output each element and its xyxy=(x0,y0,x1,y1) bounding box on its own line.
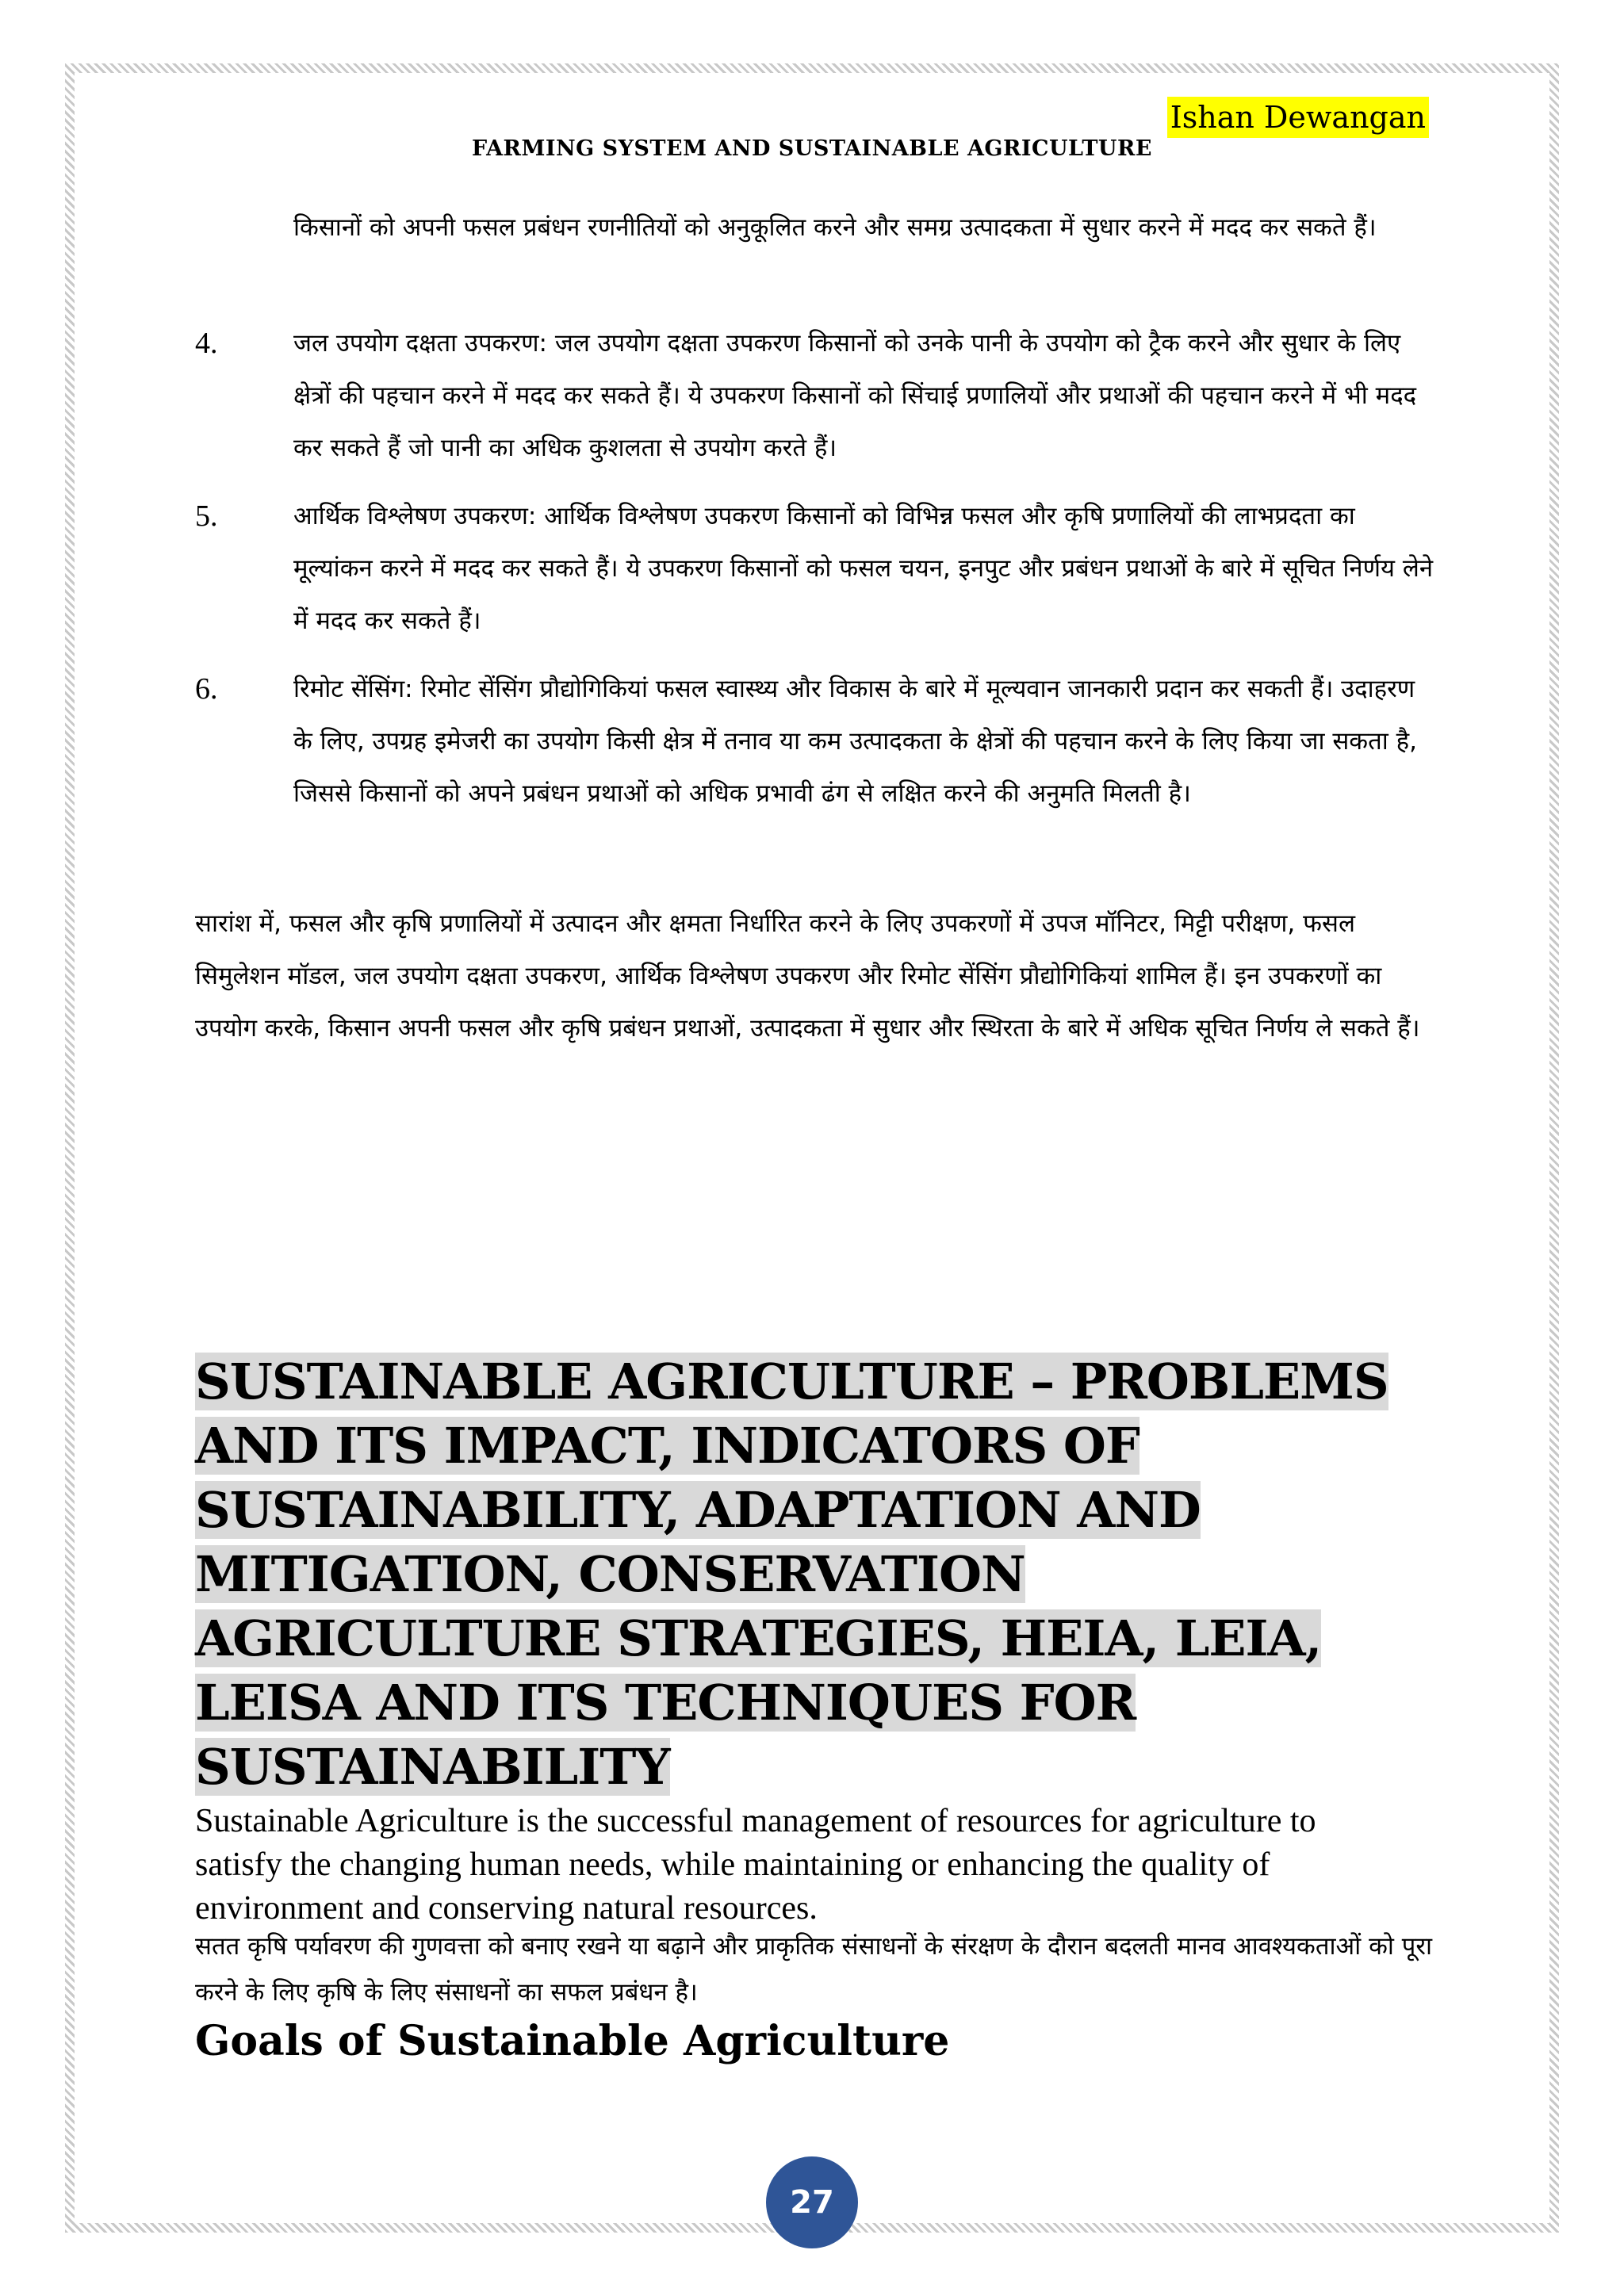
list-item-number: 4. xyxy=(195,327,218,360)
definition-english: Sustainable Agriculture is the successful management of resources for agriculture to satisfy the changing human needs, while maintaining or enhancing the quality of environment and conserving natural resources. xyxy=(195,1803,1316,1927)
list-item-number: 5. xyxy=(195,499,218,533)
list-item-text: जल उपयोग दक्षता उपकरण: जल उपयोग दक्षता उपकरण किसानों को उनके पानी के उपयोग को ट्रैक करने और सुधार के लिए क्षेत्रों की पहचान करने में मदद कर सकते हैं। ये उपकरण किसानों को सिंचाई प्रणालियों और प्रथाओं की पहचान करने में भी मदद कर सकते हैं जो पानी का अधिक कुशलता से उपयोग करते हैं। xyxy=(293,329,1417,462)
list-item-text: रिमोट सेंसिंग: रिमोट सेंसिंग प्रौद्योगिकियां फसल स्वास्थ्य और विकास के बारे में मूल्यवान जानकारी प्रदान कर सकती हैं। उदाहरण के लिए, उपग्रह इमेजरी का उपयोग किसी क्षेत्र में तनाव या कम उत्पादकता के क्षेत्रों की पहचान करने के लिए किया जा सकता है, जिससे किसानों को अपने प्रबंधन प्रथाओं को अधिक प्रभावी ढंग से लक्षित करने की अनुमति मिलती है। xyxy=(293,675,1417,808)
list-item xyxy=(195,663,1437,820)
running-header-title: FARMING SYSTEM AND SUSTAINABLE AGRICULTURE xyxy=(472,136,1152,161)
goals-subheading: Goals of Sustainable Agriculture xyxy=(195,2017,950,2065)
list-item-number: 6. xyxy=(195,672,218,706)
section-heading xyxy=(195,1349,1400,1799)
list-item xyxy=(195,317,1437,474)
continued-paragraph: किसानों को अपनी फसल प्रबंधन रणनीतियों को अनुकूलित करने और समग्र उत्पादकता में सुधार करने में मदद कर सकते हैं। xyxy=(293,213,1377,242)
page-number-badge: 27 xyxy=(766,2156,858,2248)
definition-hindi: सतत कृषि पर्यावरण की गुणवत्ता को बनाए रखने या बढ़ाने और प्राकृतिक संसाधनों के संरक्षण के दौरान बदलती मानव आवश्यकताओं को पूरा करने के लिए कृषि के लिए संसाधनों का सफल प्रबंधन है। xyxy=(195,1932,1433,2007)
list-item xyxy=(195,490,1437,647)
numbered-list xyxy=(195,317,1437,836)
author-name: Ishan Dewangan xyxy=(1167,97,1429,138)
section-heading-text: SUSTAINABLE AGRICULTURE – PROBLEMS AND ITS IMPACT, INDICATORS OF SUSTAINABILITY, ADAPTATION AND MITIGATION, CONSERVATION AGRICULTURE STRATEGIES, HEIA, LEIA, LEISA AND ITS TECHNIQUES FOR SUSTAINABILITY xyxy=(195,1353,1388,1796)
list-item-text: आर्थिक विश्लेषण उपकरण: आर्थिक विश्लेषण उपकरण किसानों को विभिन्न फसल और कृषि प्रणालियों की लाभप्रदता का मूल्यांकन करने में मदद कर सकते हैं। ये उपकरण किसानों को फसल चयन, इनपुट और प्रबंधन प्रथाओं के बारे में सूचित निर्णय लेने में मदद कर सकते हैं। xyxy=(293,502,1434,635)
summary-paragraph: सारांश में, फसल और कृषि प्रणालियों में उत्पादन और क्षमता निर्धारित करने के लिए उपकरणों में उपज मॉनिटर, मिट्टी परीक्षण, फसल सिमुलेशन मॉडल, जल उपयोग दक्षता उपकरण, आर्थिक विश्लेषण उपकरण और रिमोट सेंसिंग प्रौद्योगिकियां शामिल हैं। इन उपकरणों का उपयोग करके, किसान अपनी फसल और कृषि प्रबंधन प्रथाओं, उत्पादकता में सुधार और स्थिरता के बारे में अधिक सूचित निर्णय ले सकते हैं। xyxy=(195,909,1420,1043)
